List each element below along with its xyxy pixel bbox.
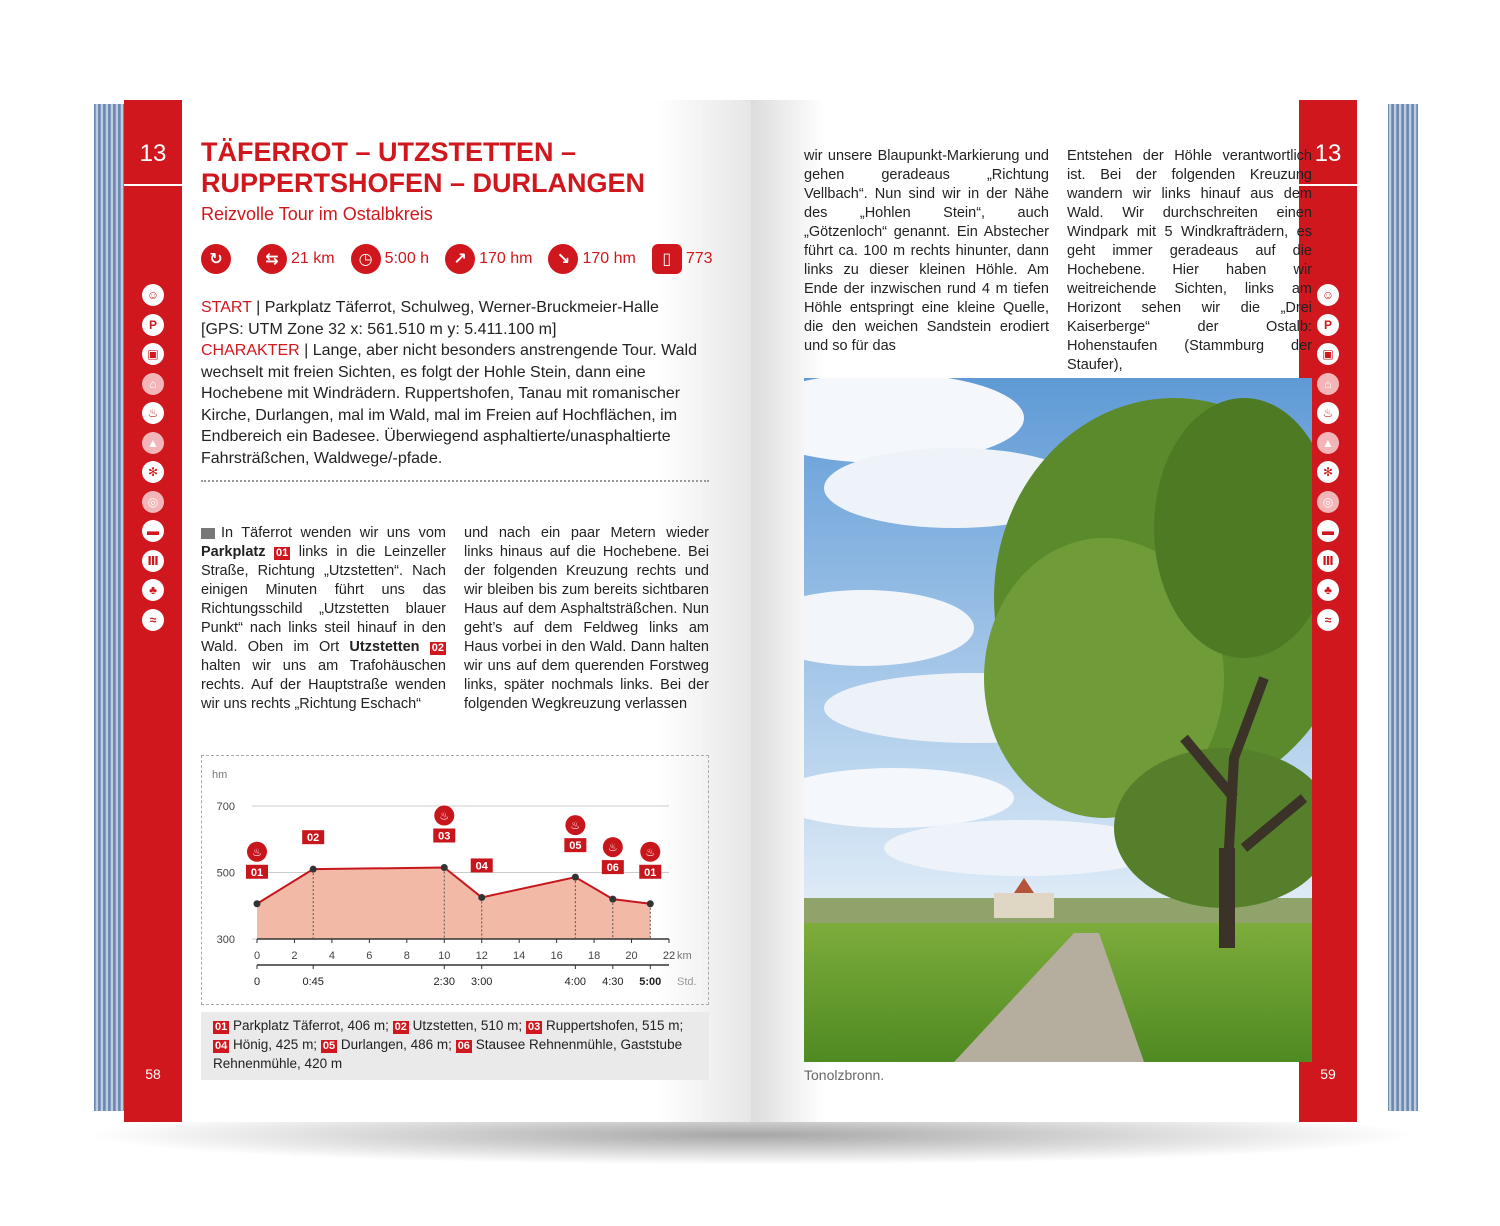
divider: [124, 184, 182, 186]
time-tick-label: 4:00: [564, 976, 587, 988]
tour-info: START | Parkplatz Täferrot, Schulweg, Werner-Bruckmeier-Halle [GPS: UTM Zone 32 x: 561.510 m y: 5.411.100 m] CHARAKTER | Lange, aber nicht besonders anstrengende Tour. Wald wechselt mit freien Sichten, es folgt der Hohle Stein, dann eine Hochebene mit Windrädern. Ruppertshofen, Tanau mit romanischer Kirche, Durlangen, mal im Wald, mal im Freien auf Hochflächen, im Endbereich ein Badesee. Überwiegend asphaltierte/unasphaltierte Fahrsträßchen, Waldwege/-pfade.: [201, 299, 697, 467]
category-icons: [124, 284, 182, 638]
tour-stats: [201, 244, 729, 274]
restaurant-icon: ♨: [142, 402, 164, 424]
left-red-sidebar: [124, 100, 182, 1122]
waypoint-dot: [647, 900, 654, 907]
elevation-area: [257, 868, 650, 939]
elevation-profile: [201, 755, 709, 1005]
hut-icon: ▲: [142, 432, 164, 454]
bus-icon: ▣: [1317, 343, 1339, 365]
tour-title: [201, 137, 645, 199]
distance-value: 21 km: [291, 250, 335, 267]
x-tick-label: 2: [291, 950, 298, 962]
page-edges-left: [94, 104, 124, 1111]
x-tick-label: 6: [366, 950, 373, 962]
accommodation-icon: ▬: [1317, 520, 1339, 542]
elevation-chart: [202, 756, 708, 1004]
waypoint-marker: 01: [276, 547, 289, 559]
x-tick-label: 0: [253, 950, 261, 962]
legend-text: Hönig, 425 m;: [233, 1037, 318, 1052]
waypoint-label: 03: [438, 830, 451, 843]
waypoint-label: 01: [250, 866, 264, 879]
swimming-icon: ≈: [1317, 609, 1339, 631]
museum-icon: Ⅲ: [1317, 550, 1339, 572]
x-tick-label: 22: [662, 950, 676, 962]
nature-icon: ♣: [142, 579, 164, 601]
waypoint-dot: [310, 866, 317, 873]
legend-code: 05: [322, 1040, 336, 1052]
museum-icon: Ⅲ: [142, 550, 164, 572]
left-text-column-1: [201, 524, 446, 714]
right-text-column-2: Entstehen der Höhle verantwortlich ist. Bei der folgenden Kreuzung wandern wir links hinauf aus dem Wald. Wir durchschreiten einen Windpark mit 5 Windkrafträdern, es geht immer geradeaus auf die Hochebene. Hier haben wir weitreichende Sichten, links am Horizont sehen wir die „Drei Kaiserberge“ der Ostalb: Hohenstaufen (Stammburg der Staufer),: [1067, 148, 1312, 373]
ascent-value: 170 hm: [479, 250, 533, 267]
legend-code: 03: [527, 1021, 541, 1033]
restaurant-icon-glyph: ♨: [252, 845, 262, 859]
duration-value: 5:00 h: [384, 250, 430, 267]
x-axis-label: km: [677, 950, 692, 962]
time-tick-label: 5:00: [639, 976, 662, 988]
nature-icon: ♣: [1317, 579, 1339, 601]
page-edges-right: [1388, 104, 1418, 1111]
restaurant-icon-glyph: ♨: [607, 841, 618, 855]
descent-icon: ↘: [548, 244, 578, 274]
book-icon: ▯: [652, 244, 682, 274]
legend-text: Utzstetten, 510 m;: [412, 1018, 523, 1033]
play-icon: [201, 528, 215, 539]
legend-text: Durlangen, 486 m;: [340, 1037, 452, 1052]
descent-value: 170 hm: [582, 250, 636, 267]
dotted-separator: [201, 480, 709, 482]
accommodation-icon: ▬: [142, 520, 164, 542]
ascent-icon: ↗: [445, 244, 475, 274]
parking-icon: P: [142, 314, 164, 336]
waypoint-dot: [609, 896, 616, 903]
x-tick-label: 14: [513, 950, 526, 962]
x-tick-label: 16: [550, 950, 563, 962]
tour-subtitle: Reizvolle Tour im Ostalbkreis: [201, 204, 433, 224]
y-axis-label: hm: [212, 769, 228, 781]
page-number: 59: [1320, 1066, 1336, 1082]
left-text-column-2: und nach ein paar Metern wieder links hinaus auf die Hochebene. Bei der folgenden Kreuzung rechts und wir bleiben bis zum bereits sichtbaren Haus auf dem Asphaltsträßchen. Nun geht’s auf dem Feldweg links am Haus vorbei in den Wald. Dann halten wir uns auf dem querenden Forstweg links, später nochmals links. Bei der folgenden Wegkreuzung verlassen: [464, 525, 709, 712]
restaurant-icon: ♨: [1317, 402, 1339, 424]
winter-icon: ✻: [142, 461, 164, 483]
hut-icon: ▲: [1317, 432, 1339, 454]
loop-icon: ↻: [201, 244, 231, 274]
time-axis-label: Std.: [677, 976, 697, 988]
character-text: Lange, aber nicht besonders anstrengende Tour. Wald wechselt mit freien Sichten, es folgt der Hohle Stein, dann eine Hochebene mit Windrädern. Ruppertshofen, Tanau mit romanischer Kirche, Durlangen, mal im Wald, mal im Freien auf Hochflächen, im Endbereich ein Badesee. Überwiegend asphaltierte/unasphaltierte Fahrsträßchen, Waldwege/-pfade.: [201, 342, 697, 467]
start-text: Parkplatz Täferrot, Schulweg, Werner-Bruckmeier-Halle: [264, 299, 659, 316]
waypoint-label: 06: [606, 862, 619, 875]
start-label: START: [201, 299, 252, 316]
gps-text: [GPS: UTM Zone 32 x: 561.510 m y: 5.411.100 m]: [201, 320, 557, 338]
right-text-column-1: wir unsere Blaupunkt-Markierung und gehen geradeaus „Richtung Vellbach“. Nun sind wir in der Nähe des „Hohlen Stein“, auch „Götzenloch“ genannt. Ein Abstecher führt ca. 100 m rechts hinunter, dann links zu dieser kleinen Höhle. Am Ende der inzwischen rund 4 m tiefen Höhle entspringt eine kleine Quelle, die den weichen Sandstein erodiert und so für das: [804, 148, 1049, 354]
x-tick-label: 4: [328, 950, 335, 962]
landscape-photo-image: [804, 378, 1312, 1062]
distance-icon: ⇆: [257, 244, 287, 274]
swimming-icon: ≈: [142, 609, 164, 631]
bus-icon: ▣: [142, 343, 164, 365]
bike-icon: ◎: [1317, 491, 1339, 513]
x-tick-label: 20: [625, 950, 638, 962]
x-tick-label: 10: [438, 950, 451, 962]
waypoint-dot: [254, 900, 261, 907]
waypoint-dot: [572, 874, 579, 881]
time-tick-label: 4:30: [602, 976, 624, 988]
restaurant-icon-glyph: ♨: [570, 819, 581, 833]
waypoint-label: 04: [475, 860, 488, 873]
tour-title-line1: TÄFERROT – UTZSTETTEN –: [201, 137, 577, 167]
waypoint-label: 05: [569, 840, 582, 853]
time-tick-label: 3:00: [471, 976, 493, 988]
legend-code: 04: [215, 1040, 228, 1052]
waypoint-dot: [441, 864, 448, 871]
photo-caption: Tonolzbronn.: [804, 1067, 885, 1083]
bold-place: Utzstetten: [349, 639, 420, 655]
cable-car-icon: ⌂: [142, 373, 164, 395]
bold-place: Parkplatz: [201, 544, 266, 560]
character-label: CHARAKTER: [201, 342, 300, 359]
children-icon: ☺: [142, 284, 164, 306]
legend-code: 01: [215, 1021, 228, 1033]
max-altitude-value: 773: [685, 250, 713, 267]
text-run: halten wir uns am Trafohäuschen rechts. Auf der Hauptstraße wenden wir uns rechts „Richtung Eschach“: [201, 658, 446, 712]
clock-icon: ◷: [351, 244, 381, 274]
parking-icon: P: [1317, 314, 1339, 336]
text-run: In Täferrot wenden wir uns vom: [221, 525, 446, 541]
legend-text: Ruppertshofen, 515 m;: [545, 1018, 684, 1033]
legend-text: Parkplatz Täferrot, 406 m;: [233, 1018, 389, 1033]
bike-icon: ◎: [142, 491, 164, 513]
waypoint-dot: [478, 894, 485, 901]
time-tick-label: 2:30: [433, 976, 455, 988]
children-icon: ☺: [1317, 284, 1339, 306]
text-run: links in die Leinzeller Straße, Richtung „Utzstetten“. Nach einigen Minuten führt uns das Richtungsschild „Utzstetten blauer Punkt“ nach links steil hinauf in den Wald. Oben im Ort: [201, 544, 447, 655]
restaurant-icon-glyph: ♨: [439, 809, 450, 823]
tour-number: 13: [1314, 140, 1342, 167]
time-tick-label: 0: [253, 976, 261, 988]
x-tick-label: 12: [475, 950, 488, 962]
legend-text: Stausee Rehnenmühle, Gaststube Rehnenmühle, 420 m: [213, 1037, 683, 1071]
x-tick-label: 18: [587, 950, 601, 962]
tour-number: 13: [139, 140, 167, 167]
legend-code: 02: [394, 1021, 407, 1033]
waypoint-legend: [201, 1012, 709, 1080]
cable-car-icon: ⌂: [1317, 373, 1339, 395]
landscape-photo: [804, 378, 1312, 1062]
time-tick-label: 0:45: [302, 976, 324, 988]
waypoint-marker: 02: [431, 642, 445, 654]
restaurant-icon-glyph: ♨: [645, 845, 656, 859]
page-number: 58: [145, 1066, 161, 1082]
winter-icon: ✻: [1317, 461, 1339, 483]
y-tick-label: 500: [216, 867, 235, 880]
waypoint-label: 02: [307, 832, 320, 845]
y-tick-label: 700: [216, 801, 235, 813]
tour-title-line2: RUPPERTSHOFEN – DURLANGEN: [201, 168, 646, 198]
waypoint-label: 01: [644, 866, 657, 879]
y-tick-label: 300: [216, 934, 235, 946]
legend-code: 06: [457, 1040, 470, 1052]
x-tick-label: 8: [403, 950, 410, 962]
